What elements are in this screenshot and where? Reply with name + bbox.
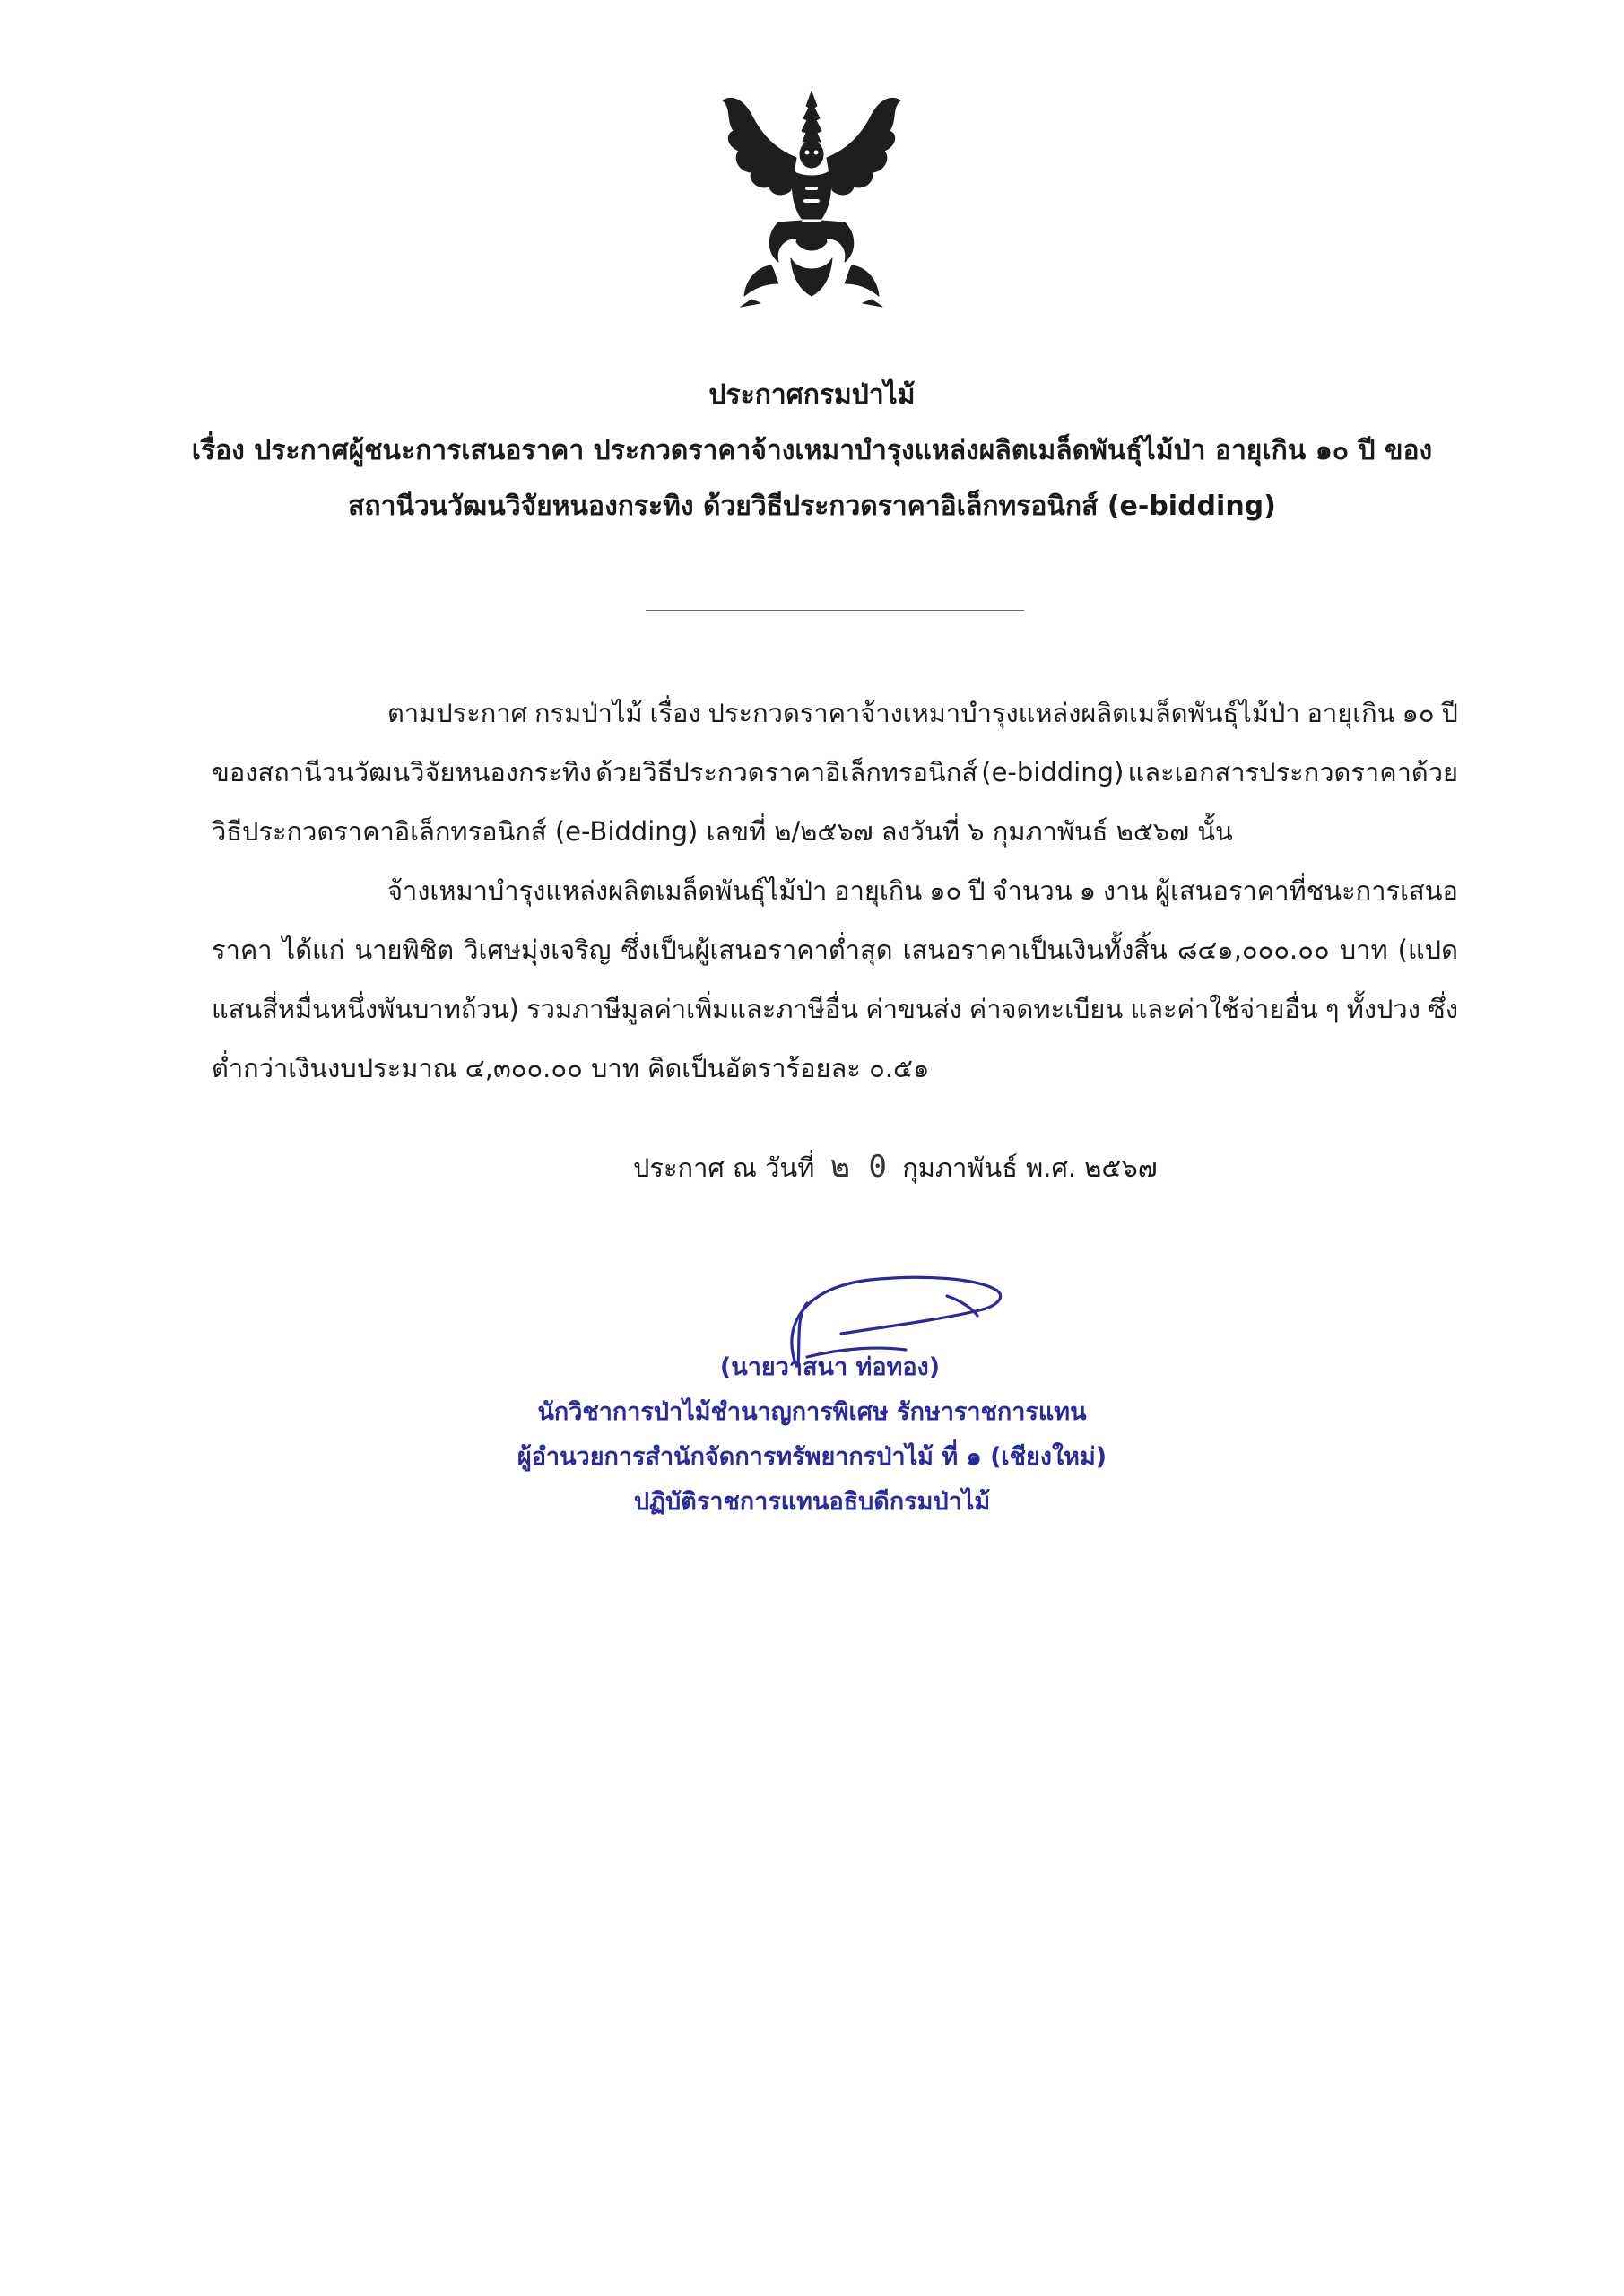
signatory-position-3: ปฏิบัติราชการแทนอธิบดีกรมป่าไม้ [633, 1488, 991, 1516]
garuda-emblem-icon [716, 88, 908, 308]
title-divider [646, 610, 1024, 611]
announcement-date [633, 1137, 1158, 1197]
paragraph-2 [212, 861, 1458, 1098]
subject-line-1: เรื่อง ประกาศผู้ชนะการเสนอราคา ประกวดราคาจ้างเหมาบำรุงแหล่งผลิตเมล็ดพันธุ์ไม้ป่า อายุเกิน ๑๐ ปี ของ [191, 435, 1433, 466]
paragraph-line: ตามประกาศ กรมป่าไม้ เรื่อง ประกวดราคาจ้างเหมาบำรุงแหล่งผลิตเมล็ดพันธุ์ไม้ป่า อายุเกิน ๑๐ ปี [387, 698, 1458, 728]
signatory-block [0, 1345, 1624, 1525]
paragraph-line: ของสถานีวนวัฒนวิจัยหนองกระทิง ด้วยวิธีประกวดราคาอิเล็กทรอนิกส์ (e-bidding) และเอกสารประกวดราคาด้วย [212, 757, 1458, 787]
announcement-heading [0, 368, 1624, 535]
signatory-name: (นายวาสนา ท่อทอง) [719, 1353, 941, 1381]
announce-suffix: กุมภาพันธ์ พ.ศ. ๒๕๖๗ [902, 1152, 1158, 1183]
paragraph-line: วิธีประกวดราคาอิเล็กทรอนิกส์ (e-Bidding) เลขที่ ๒/๒๕๖๗ ลงวันที่ ๖ กุมภาพันธ์ ๒๕๖๗ นั้น [212, 816, 1233, 847]
paragraph-1 [212, 683, 1458, 861]
paragraph-line: แสนสี่หมื่นหนึ่งพันบาทถ้วน) รวมภาษีมูลค่าเพิ่มและภาษีอื่น ค่าขนส่ง ค่าจดทะเบียน และค่าใช้จ่ายอื่น ๆ ทั้งปวง ซึ่ง [212, 994, 1458, 1024]
announcement-title: ประกาศกรมป่าไม้ [708, 379, 916, 411]
paragraph-line: จ้างเหมาบำรุงแหล่งผลิตเมล็ดพันธุ์ไม้ป่า อายุเกิน ๑๐ ปี จำนวน ๑ งาน ผู้เสนอราคาที่ชนะการเสนอ [387, 875, 1458, 906]
signatory-position-2: ผู้อำนวยการสำนักจัดการทรัพยากรป่าไม้ ที่ ๑ (เชียงใหม่) [517, 1443, 1107, 1471]
paragraph-line: ราคา ได้แก่ นายพิชิต วิเศษมุ่งเจริญ ซึ่งเป็นผู้เสนอราคาต่ำสุด เสนอราคาเป็นเงินทั้งสิ้น ๘๔๑,๐๐๐.๐๐ บาท (แปด [212, 935, 1458, 965]
subject-line-2: สถานีวนวัฒนวิจัยหนองกระทิง ด้วยวิธีประกวดราคาอิเล็กทรอนิกส์ (e-bidding) [348, 491, 1276, 522]
announce-prefix: ประกาศ ณ วันที่ [633, 1152, 815, 1183]
signatory-position-1: นักวิชาการป่าไม้ชำนาญการพิเศษ รักษาราชการแทน [537, 1398, 1087, 1426]
paragraph-line: ต่ำกว่าเงินงบประมาณ ๔,๓๐๐.๐๐ บาท คิดเป็นอัตราร้อยละ ๐.๕๑ [212, 1053, 930, 1083]
announce-day: ๒ 0 [829, 1149, 887, 1185]
